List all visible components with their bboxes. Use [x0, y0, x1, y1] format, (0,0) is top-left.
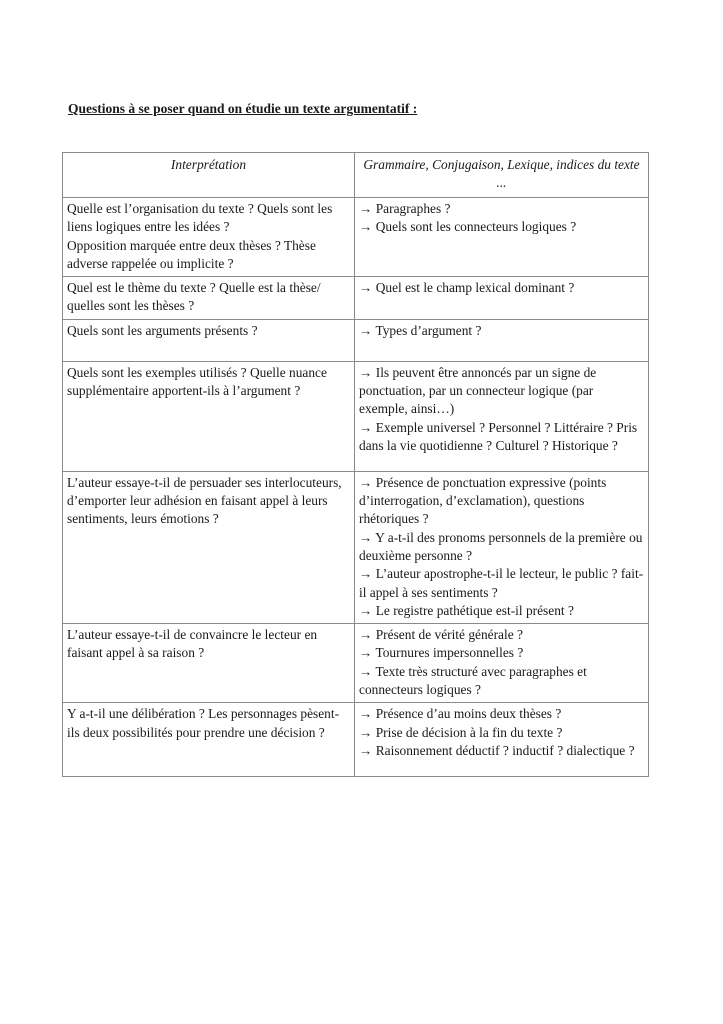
- table-row: [63, 319, 649, 361]
- cell-line: L’auteur essaye-t-il de convaincre le lecteur en faisant appel à sa raison ?: [67, 627, 318, 661]
- cell-line: Y a-t-il une délibération ? Les personnages pèsent-ils deux possibilités pour prendre une décision ?: [67, 706, 340, 740]
- cell-line: → Le registre pathétique est-il présent ?: [359, 602, 574, 618]
- cell-line: → Quel est le champ lexical dominant ?: [359, 280, 575, 296]
- indices-cell: [355, 703, 649, 777]
- cell-line: → Présence d’au moins deux thèses ?: [359, 706, 562, 722]
- cell-line: → Texte très structuré avec paragraphes et connecteurs logiques ?: [359, 663, 587, 698]
- cell-line: → Présence de ponctuation expressive (points d’interrogation, d’exclamation), questions rhétoriques ?: [359, 474, 607, 527]
- header-interpretation: Interprétation: [63, 153, 355, 198]
- cell-line: → Présent de vérité générale ?: [359, 627, 523, 643]
- table-row: [63, 471, 649, 623]
- cell-line: Quels sont les arguments présents ?: [67, 322, 258, 338]
- table-row: [63, 277, 649, 320]
- questions-table: [62, 152, 649, 777]
- indices-cell: [355, 198, 649, 277]
- cell-line: → Exemple universel ? Personnel ? Littéraire ? Pris dans la vie quotidienne ? Culturel ? Historique ?: [359, 419, 638, 453]
- table-row: [63, 703, 649, 777]
- cell-line: → Raisonnement déductif ? inductif ? dialectique ?: [359, 742, 635, 758]
- cell-line: Opposition marquée entre deux thèses ? Thèse adverse rappelée ou implicite ?: [67, 237, 316, 271]
- cell-line: Quels sont les exemples utilisés ? Quelle nuance supplémentaire apportent-ils à l’argument ?: [67, 364, 327, 399]
- interpretation-cell: [63, 703, 355, 777]
- cell-line: → Ils peuvent être annoncés par un signe de ponctuation, par un connecteur logique (par exemple, ainsi…): [359, 364, 597, 417]
- interpretation-cell: [63, 277, 355, 320]
- interpretation-cell: [63, 624, 355, 703]
- cell-line: → Quels sont les connecteurs logiques ?: [359, 219, 577, 235]
- interpretation-cell: [63, 198, 355, 277]
- cell-line: Quelle est l’organisation du texte ? Quels sont les liens logiques entre les idées ?: [67, 201, 333, 235]
- cell-line: Quel est le thème du texte ? Quelle est la thèse/ quelles sont les thèses ?: [67, 280, 321, 314]
- cell-line: → Prise de décision à la fin du texte ?: [359, 724, 563, 740]
- table-row: [63, 624, 649, 703]
- indices-cell: [355, 624, 649, 703]
- interpretation-cell: [63, 319, 355, 361]
- table-row: [63, 198, 649, 277]
- table-header-row: [63, 153, 649, 198]
- indices-cell: [355, 361, 649, 471]
- header-indices: Grammaire, Conjugaison, Lexique, indices du texte ...: [355, 153, 649, 198]
- cell-line: → Types d’argument ?: [359, 322, 482, 338]
- cell-line: L’auteur essaye-t-il de persuader ses interlocuteurs, d’emporter leur adhésion en faisant appel à leurs sentiments, leurs émotions ?: [67, 474, 342, 527]
- cell-line: → L’auteur apostrophe-t-il le lecteur, le public ? fait-il appel à ses sentiments ?: [359, 566, 644, 600]
- cell-line: → Paragraphes ?: [359, 201, 451, 216]
- interpretation-cell: [63, 361, 355, 471]
- cell-line: → Tournures impersonnelles ?: [359, 645, 524, 661]
- indices-cell: [355, 277, 649, 320]
- cell-line: → Y a-t-il des pronoms personnels de la première ou deuxième personne ?: [359, 529, 643, 563]
- table-row: [63, 361, 649, 471]
- indices-cell: [355, 319, 649, 361]
- interpretation-cell: [63, 471, 355, 623]
- page-title: Questions à se poser quand on étudie un texte argumentatif :: [68, 101, 418, 116]
- indices-cell: [355, 471, 649, 623]
